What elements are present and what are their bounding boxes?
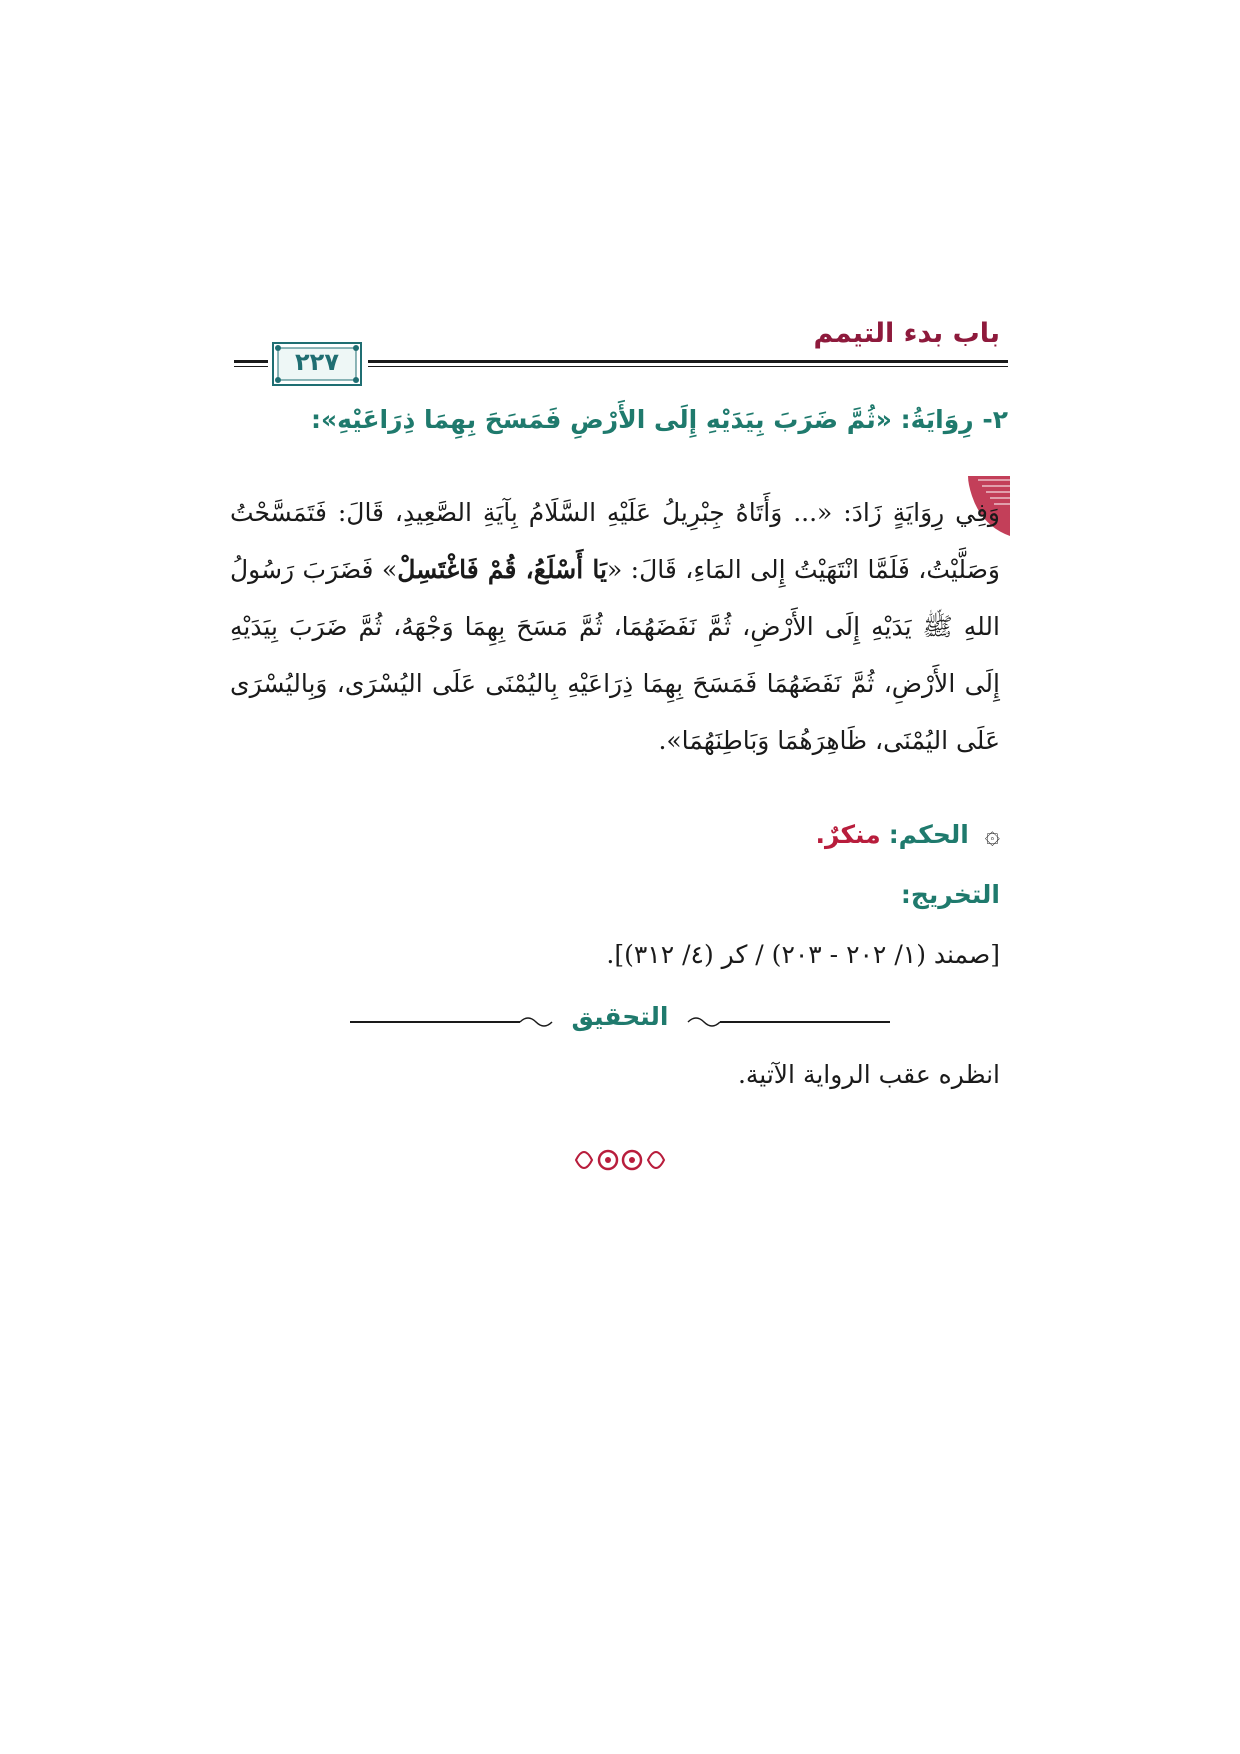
header-rule-right-thin — [368, 366, 1008, 367]
running-title: باب بدء التيمم — [813, 318, 1000, 349]
takhrij-label: التخريج: — [900, 880, 1000, 909]
ruling-value: منكرٌ. — [815, 820, 881, 849]
section-heading: ٢- رِوَايَةُ: «ثُمَّ ضَرَبَ بِيَدَيْهِ إِلَى الأَرْضِ فَمَسَحَ بِهِمَا ذِرَاعَيْهِ»: — [310, 405, 1008, 434]
header-rule-right — [368, 360, 1008, 363]
page-number-badge — [272, 342, 362, 386]
header-rule-left — [234, 360, 268, 363]
page-number: ٢٢٧ — [295, 348, 339, 376]
paragraph-bold-phrase: يَا أَسْلَعُ، قُمْ فَاغْتَسِلْ — [397, 555, 607, 584]
ruling-line — [815, 820, 1000, 850]
end-ornament-icon — [570, 1140, 670, 1180]
ruling-label: الحكم: — [888, 820, 969, 849]
flower-ornament-icon: ۞ — [984, 820, 1000, 850]
takhrij-text: [صمند (١/ ٢٠٢ - ٢٠٣) / كر (٤/ ٣١٢)]. — [606, 940, 1000, 969]
paragraph-text-start: وَفِي رِوَايَةٍ زَادَ: «... وَأَتَاهُ جِبْرِيلُ عَلَيْهِ السَّلَامُ بِآيَةِ الصَّعِيدِ، قَالَ: فَتَمَسَّحْتُ وَصَلَّيْتُ، فَلَمَّا انْتَهَيْتُ إِلى المَاءِ، قَالَ: « — [230, 498, 1000, 584]
hadith-paragraph — [230, 484, 1000, 769]
verification-label: التحقيق — [571, 1002, 669, 1031]
header-rule-left-thin — [234, 366, 268, 367]
paragraph-text-end: » فَضَرَبَ رَسُولُ اللهِ ﷺ يَدَيْهِ إِلَى الأَرْضِ، ثُمَّ نَفَضَهُمَا، ثُمَّ مَسَحَ بِهِمَا وَجْهَهُ، ثُمَّ ضَرَبَ بِيَدَيْهِ إِلَى الأَرْضِ، ثُمَّ نَفَضَهُمَا فَمَسَحَ بِهِمَا ذِرَاعَيْهِ بِاليُمْنَى عَلَى اليُسْرَى، وَبِاليُسْرَى عَلَى اليُمْنَى، ظَاهِرَهُمَا وَبَاطِنَهُمَا». — [230, 555, 1000, 755]
verification-divider — [340, 1000, 900, 1040]
verification-text: انظره عقب الرواية الآتية. — [737, 1060, 1000, 1089]
